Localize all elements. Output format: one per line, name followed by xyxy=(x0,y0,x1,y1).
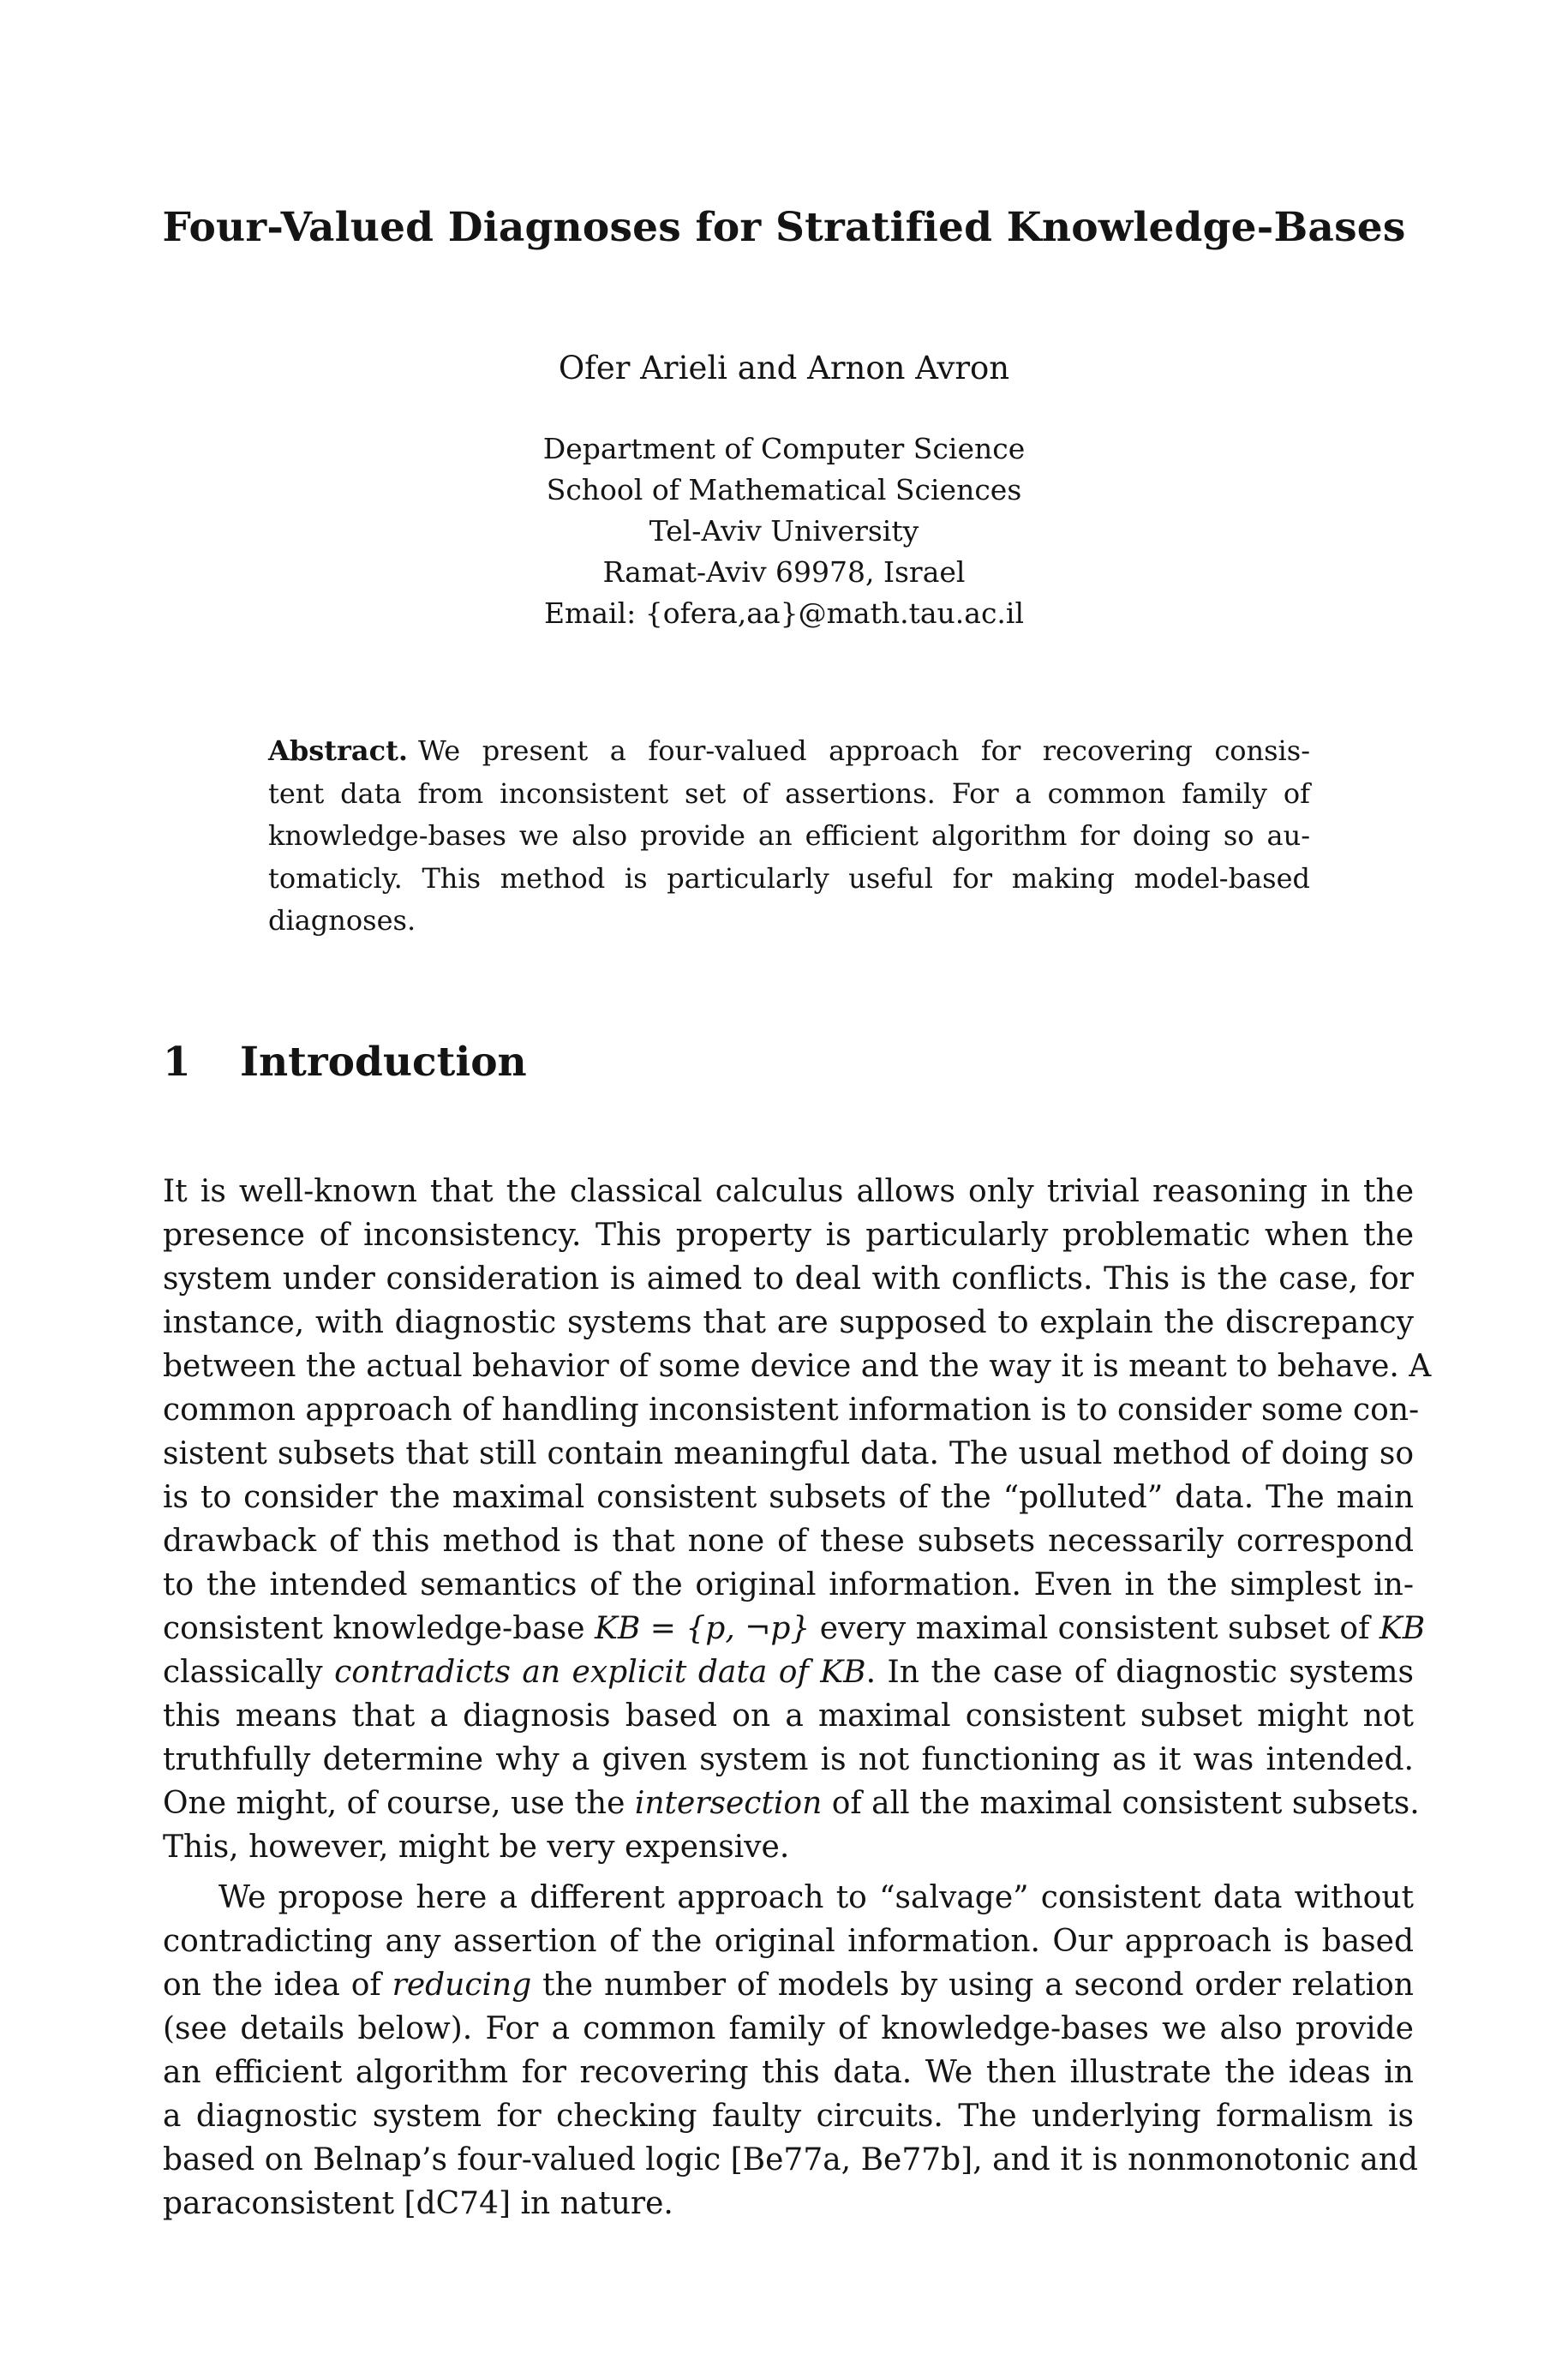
affiliation-line: Ramat-Aviv 69978, Israel xyxy=(602,555,966,589)
body-text: every maximal consistent subset of xyxy=(819,1611,1379,1646)
body-line: common approach of handling inconsistent information is to consider some con- xyxy=(163,1393,1420,1428)
math-set: = {p, ¬p} xyxy=(640,1611,820,1646)
body-line: presence of inconsistency. This property is particularly problematic when the xyxy=(163,1218,1414,1253)
body-line: based on Belnap’s four-valued logic [Be77a, Be77b], and it is nonmonotonic and xyxy=(163,2142,1418,2177)
body-text: of all the maximal consistent subsets. xyxy=(822,1786,1420,1821)
body-line: sistent subsets that still contain meaningful data. The usual method of doing so xyxy=(163,1436,1414,1471)
math-kb: KB xyxy=(1379,1611,1426,1646)
abstract-line xyxy=(268,730,1310,773)
body-line xyxy=(163,1963,1414,2007)
affiliation-line: Department of Computer Science xyxy=(542,432,1026,465)
body-text: consistent knowledge-base xyxy=(163,1611,595,1646)
body-line: We propose here a different approach to “salvage” consistent data without xyxy=(218,1880,1414,1915)
abstract-text: We present a four-valued approach for recovering consis- xyxy=(418,734,1310,767)
body-line: truthfully determine why a given system is not functioning as it was intended. xyxy=(163,1742,1414,1777)
body-line: contradicting any assertion of the original information. Our approach is based xyxy=(163,1924,1414,1959)
body-text: . In the case of diagnostic systems xyxy=(865,1655,1414,1690)
body-line: between the actual behavior of some device and the way it is meant to behave. A xyxy=(163,1349,1432,1384)
body-line: system under consideration is aimed to deal with conflicts. This is the case, for xyxy=(163,1261,1414,1297)
body-line: instance, with diagnostic systems that are supposed to explain the discrepancy xyxy=(163,1305,1414,1340)
body-line: a diagnostic system for checking faulty circuits. The underlying formalism is xyxy=(163,2099,1414,2134)
body-line xyxy=(163,1607,1426,1650)
body-line: paraconsistent [dC74] in nature. xyxy=(163,2186,673,2221)
body-text: the number of models by using a second order relation xyxy=(531,1968,1414,2003)
abstract-line: knowledge-bases we also provide an efficient algorithm for doing so au- xyxy=(268,819,1310,852)
author-email: Email: {ofera,aa}@math.tau.ac.il xyxy=(543,596,1025,630)
body-line: an efficient algorithm for recovering this data. We then illustrate the ideas in xyxy=(163,2055,1414,2090)
abstract-line: tent data from inconsistent set of assertions. For a common family of xyxy=(268,776,1310,810)
body-line xyxy=(163,1650,1414,1694)
paper-authors: Ofer Arieli and Arnon Avron xyxy=(558,350,1010,386)
body-line: drawback of this method is that none of these subsets necessarily correspond xyxy=(163,1524,1414,1559)
affiliation-line: Tel-Aviv University xyxy=(649,514,919,548)
body-line: This, however, might be very expensive. xyxy=(163,1830,790,1865)
emphasis-text: contradicts an explicit data of KB xyxy=(334,1655,866,1690)
emphasis-text: intersection xyxy=(634,1786,823,1821)
affiliation-line: School of Mathematical Sciences xyxy=(546,473,1022,506)
body-line: (see details below). For a common family of knowledge-bases we also provide xyxy=(163,2011,1414,2046)
affiliation-block xyxy=(0,428,1568,634)
section-number: 1 xyxy=(163,1039,191,1086)
body-text: on the idea of xyxy=(163,1968,392,2003)
emphasis-text: reducing xyxy=(392,1968,532,2003)
body-line: It is well-known that the classical calculus allows only trivial reasoning in the xyxy=(163,1174,1414,1209)
body-text: One might, of course, use the xyxy=(163,1786,635,1821)
abstract-line: diagnoses. xyxy=(268,904,416,937)
body-line: this means that a diagnosis based on a maximal consistent subset might not xyxy=(163,1698,1414,1734)
body-line: to the intended semantics of the original information. Even in the simplest in- xyxy=(163,1567,1414,1602)
body-line: is to consider the maximal consistent subsets of the “polluted” data. The main xyxy=(163,1480,1414,1515)
body-text: classically xyxy=(163,1655,335,1690)
section-title: Introduction xyxy=(240,1039,527,1086)
body-line xyxy=(163,1782,1420,1825)
section-heading xyxy=(163,1039,527,1086)
section-body xyxy=(163,1170,1432,2225)
math-kb: KB xyxy=(594,1611,641,1646)
abstract xyxy=(268,730,1310,943)
paper-title: Four-Valued Diagnoses for Stratified Knowledge-Bases xyxy=(162,204,1406,251)
abstract-line: tomaticly. This method is particularly useful for making model-based xyxy=(268,861,1310,895)
abstract-label: Abstract. xyxy=(268,734,408,767)
